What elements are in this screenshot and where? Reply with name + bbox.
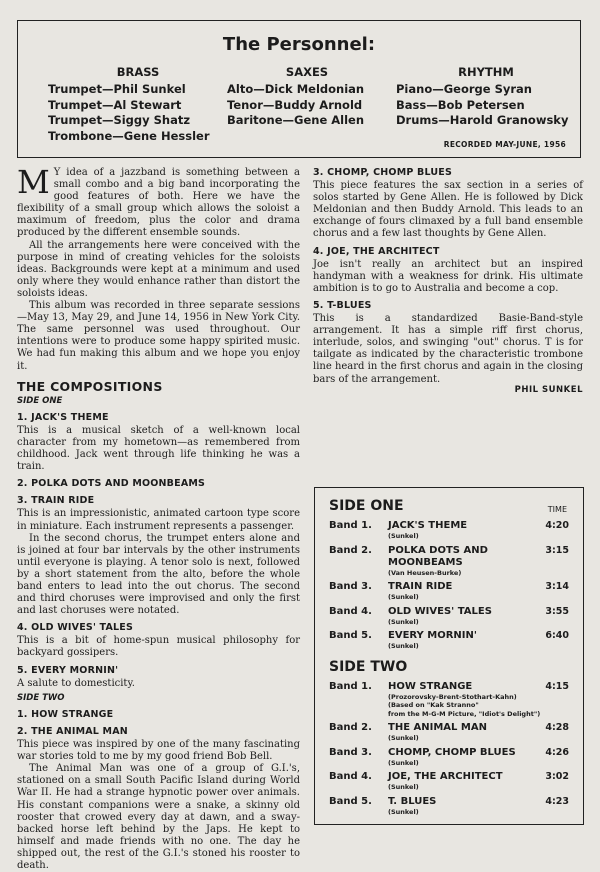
composition-text: This is a musical sketch of a well-known local character from my hometown—as remembered from childhood. Jack went through life thinking he was a train. [17, 424, 300, 473]
composition-text: This piece was inspired by one of the many fascinating war stories told to me by my good friend Bob Bell. [17, 739, 300, 763]
intro-paragraph: M Y idea of a jazzband is something between a small combo and a big band incorporating the good features of both. Here we have the flexibility of a small group which allows the soloist a maximum of freedom, plus the color and drama produced by the different ensemble sounds. [17, 163, 300, 239]
right-text-column [313, 167, 583, 396]
track-row: Band 1. HOW STRANGE 4:15 (Prozorovsky-Brent-Stothart-Kahn) (Based on "Kak Stranno" from the M-G-M Picture, "Idiot's Delight") [329, 680, 569, 718]
brass-member: Trombone—Gene Hessler [48, 129, 210, 144]
rhythm-member: Piano—George Syran [396, 81, 532, 96]
composition-title: 1. HOW STRANGE [17, 708, 114, 720]
brass-member: Trumpet—Phil Sunkel [48, 81, 186, 96]
saxes-column [227, 65, 387, 129]
side-one-label: SIDE ONE [17, 395, 63, 406]
rhythm-member: Bass—Bob Petersen [396, 97, 525, 112]
composition-title: 4. JOE, THE ARCHITECT [313, 245, 440, 257]
brass-column [48, 65, 228, 145]
composition-title: 4. OLD WIVES' TALES [17, 622, 134, 634]
composition-title: 3. CHOMP, CHOMP BLUES [313, 167, 453, 178]
tracklist-box [314, 487, 584, 825]
track-row: Band 2. THE ANIMAL MAN 4:28 (Sunkel) [329, 722, 569, 742]
side-two-title: SIDE TWO [329, 658, 408, 675]
saxes-member: Alto—Dick Meldonian [227, 81, 365, 96]
composition-text: This is a standardized Basie-Band-style arrangement. It has a simple riff first chorus, interlude, solos, and swinging "out" chorus. T is for tailgate as indicated by the characteristic trombone line heard in the first chorus and again in the closing bars of the arrangement. [313, 313, 583, 385]
recorded-date: RECORDED MAY-JUNE, 1956 [443, 140, 566, 149]
track-row: Band 5. EVERY MORNIN' 6:40 (Sunkel) [329, 630, 569, 650]
personnel-title: The Personnel: [222, 34, 376, 55]
track-row: Band 3. TRAIN RIDE 3:14 (Sunkel) [329, 581, 569, 601]
composition-text: This is a bit of home-spun musical philosophy for backyard gossipers. [17, 635, 300, 659]
composition-title: 2. THE ANIMAL MAN [17, 725, 128, 737]
side-two-header [329, 659, 573, 675]
saxes-heading: SAXES [285, 65, 329, 79]
side-one-title: SIDE ONE [329, 498, 404, 514]
composition-text: The Animal Man was one of a group of G.I.'s, stationed on a small South Pacific Island during World War II. He had a strange hypnotic power over animals. His constant companions were a snake, a skinny old rooster that crowed every day at dawn, and a sway-backed horse left behind by the Japs. He kept to himself and made friends with no one. The day he shipped out, the rest of the G.I.'s stoned his rooster to death. [17, 763, 300, 871]
rhythm-column [396, 65, 576, 129]
left-text-column [17, 163, 300, 872]
composition-title: 3. TRAIN RIDE [17, 495, 95, 507]
composition-title: 5. EVERY MORNIN' [17, 664, 119, 676]
composition-title: 2. POLKA DOTS AND MOONBEAMS [17, 478, 206, 490]
author-signature: PHIL SUNKEL [514, 384, 583, 395]
time-column-label: TIME [547, 505, 567, 514]
composition-text: A salute to domesticity. [17, 677, 135, 689]
track-row: Band 3. CHOMP, CHOMP BLUES 4:26 (Sunkel) [329, 746, 569, 767]
rhythm-member: Drums—Harold Granowsky [396, 113, 569, 128]
composition-title: 1. JACK'S THEME [17, 411, 109, 423]
compositions-heading: THE COMPOSITIONS [17, 378, 163, 394]
brass-member: Trumpet—Siggy Shatz [48, 113, 191, 128]
brass-heading: BRASS [116, 65, 160, 79]
track-row: Band 4. JOE, THE ARCHITECT 3:02 (Sunkel) [329, 771, 569, 791]
brass-member: Trumpet—Al Stewart [48, 97, 182, 112]
composition-text: Joe isn't really an architect but an inspired handyman with a weakness for drink. His ultimate ambition is to go to Australia and become a cop. [313, 258, 583, 294]
rhythm-heading: RHYTHM [458, 65, 514, 79]
drop-cap: M [17, 163, 50, 201]
intro-paragraph: All the arrangements here were conceived with the purpose in mind of creating vehicles for the soloists ideas. Backgrounds were kept at a minimum and used only where they would enhance rather than distort the soloists ideas. [17, 239, 300, 299]
track-row: Band 1. JACK'S THEME 4:20 (Sunkel) [329, 520, 569, 540]
track-row: Band 5. T. BLUES 4:23 (Sunkel) [329, 795, 569, 816]
composition-title: 5. T-BLUES [313, 299, 372, 311]
composition-text: This piece features the sax section in a series of solos started by Gene Allen. He is followed by Dick Meldonian and then Buddy Arnold. This leads to an exchange of fours climaxed by a full band ensemble chorus and a few last thoughts by Gene Allen. [313, 180, 583, 240]
track-row: Band 4. OLD WIVES' TALES 3:55 (Sunkel) [329, 605, 569, 626]
side-one-header [329, 498, 573, 514]
composition-text: In the second chorus, the trumpet enters alone and is joined at four bar intervals by the other instruments until everyone is playing. A tenor solo is next, followed by a short statement from the alto, before the whole band enters to lead into the out chorus. The second and third choruses were improvised and only the first and last choruses were notated. [17, 532, 300, 617]
side-two-label: SIDE TWO [17, 692, 65, 703]
composition-text: This is an impressionistic, animated cartoon type score in miniature. Each instrument represents a passenger. [17, 508, 300, 532]
intro-paragraph: This album was recorded in three separate sessions —May 13, May 29, and June 14, 1956 in New York City. The same personnel was used throughout. Our intentions were to produce some happy spirited music. We had fun making this album and we hope you enjoy it. [17, 300, 300, 372]
track-row: Band 2. POLKA DOTS AND MOONBEAMS 3:15 (Van Heusen-Burke) [329, 544, 569, 577]
saxes-member: Baritone—Gene Allen [227, 113, 365, 128]
saxes-member: Tenor—Buddy Arnold [227, 97, 363, 112]
personnel-box [17, 20, 581, 158]
